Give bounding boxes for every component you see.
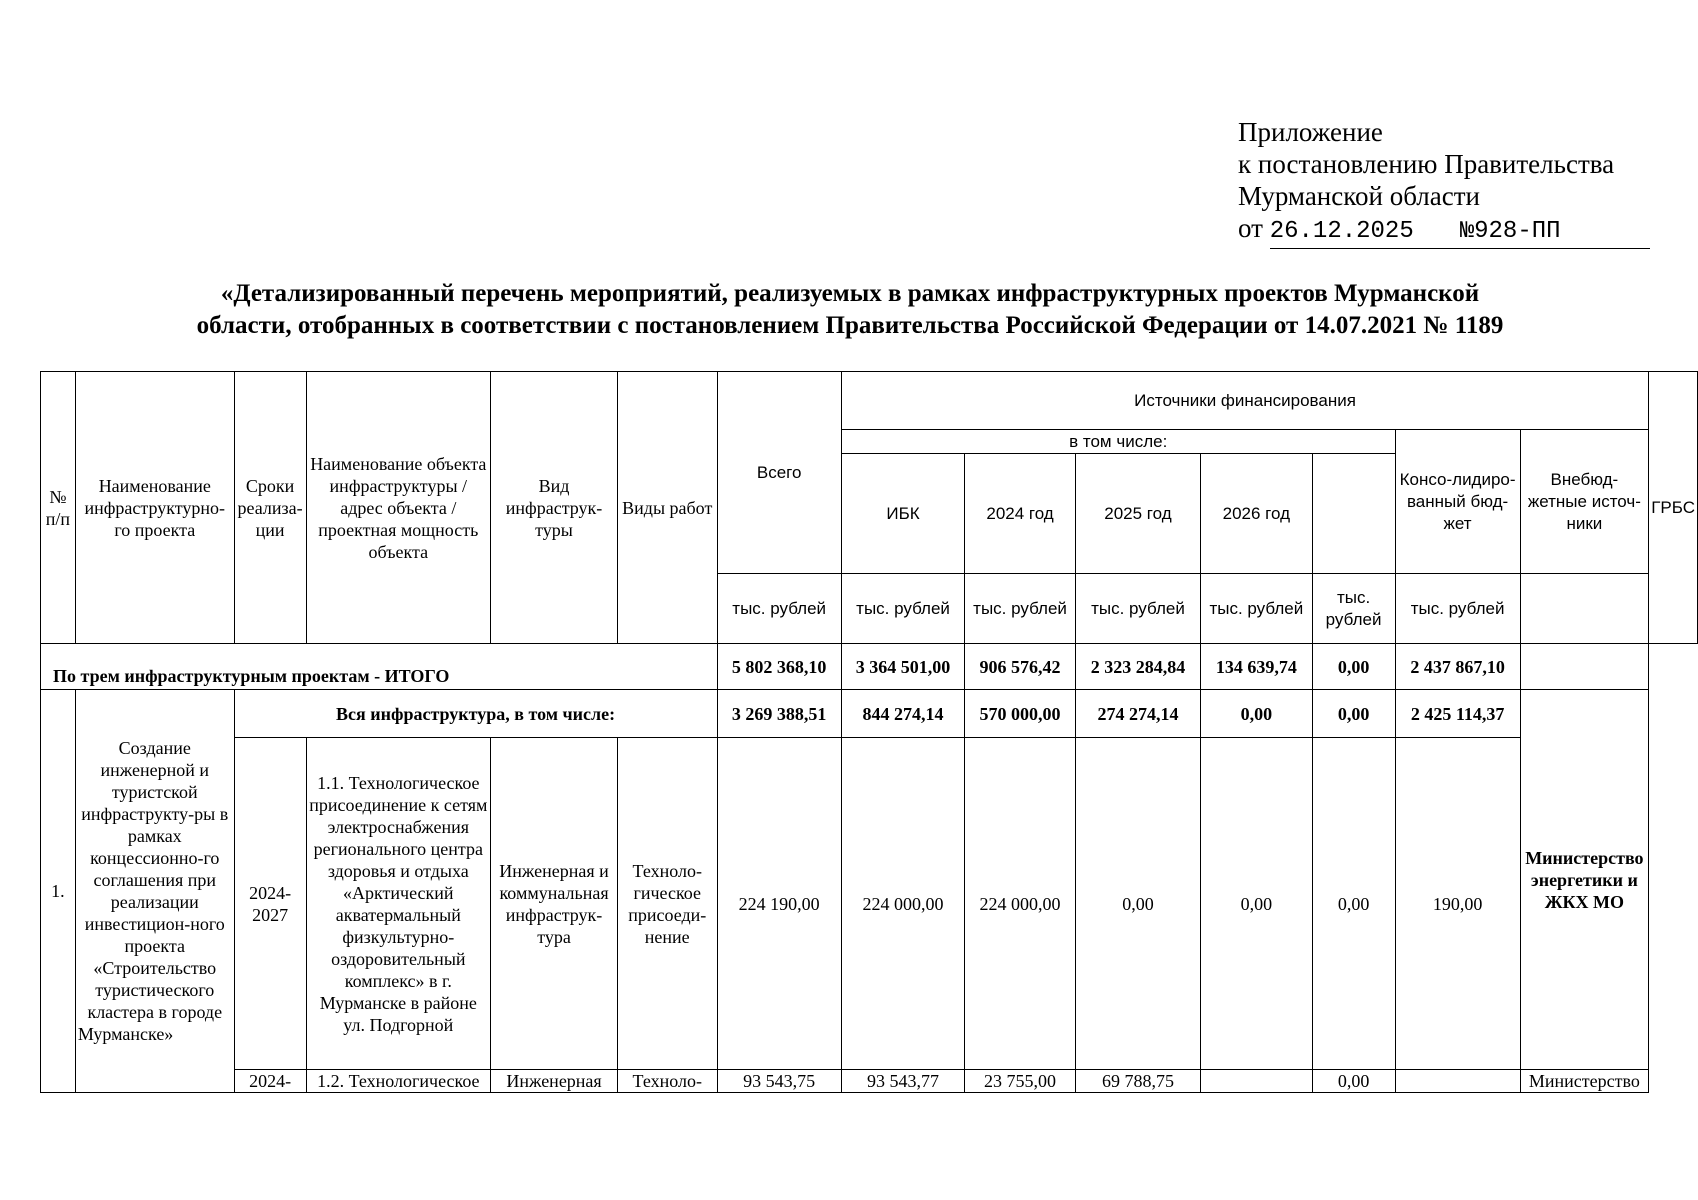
item1-consolidated: 0,00 <box>1312 738 1395 1070</box>
header-object-name: Наименование объекта инфраструктуры / адрес объекта / проектная мощность объекта <box>306 372 491 644</box>
item2-work-type: Техноло- <box>617 1070 717 1093</box>
project1-item2-row <box>41 1070 1698 1093</box>
item1-2026: 0,00 <box>1201 738 1312 1070</box>
header-extrabudget: Внебюд-жетные источ-ники <box>1520 430 1649 574</box>
project1-all-total: 3 269 388,51 <box>717 690 841 738</box>
total-row <box>41 644 1698 690</box>
project1-all-2024: 570 000,00 <box>965 690 1076 738</box>
project1-all-2025: 274 274,14 <box>1075 690 1200 738</box>
item2-2024: 23 755,00 <box>965 1070 1076 1093</box>
item2-grbs: Министерство <box>1520 1070 1649 1093</box>
project1-all-infra-label: Вся инфраструктура, в том числе: <box>234 690 717 738</box>
total-row-total: 5 802 368,10 <box>717 644 841 690</box>
total-row-label: По трем инфраструктурным проектам - ИТОГО <box>41 644 718 690</box>
header-consolidated: Консо-лидиро-ванный бюд-жет <box>1395 430 1520 574</box>
total-row-2026: 134 639,74 <box>1201 644 1312 690</box>
appendix-date-line <box>1238 212 1658 249</box>
item2-infra-type: Инженерная <box>491 1070 618 1093</box>
project1-all-consolidated: 0,00 <box>1312 690 1395 738</box>
item2-consolidated: 0,00 <box>1312 1070 1395 1093</box>
total-row-2025: 2 323 284,84 <box>1075 644 1200 690</box>
item2-ibk: 93 543,77 <box>841 1070 964 1093</box>
appendix-number: №928-ПП <box>1460 216 1650 249</box>
measures-table <box>40 371 1698 1093</box>
project1-all-2026: 0,00 <box>1201 690 1312 738</box>
document-title-line1: «Детализированный перечень мероприятий, реализуемых в рамках инфраструктурных проектов Мурманской <box>220 280 1480 307</box>
header-2026: 2026 год <box>1201 454 1312 574</box>
header-sources: Источники финансирования <box>841 372 1648 430</box>
item2-2026 <box>1201 1070 1312 1093</box>
total-row-ibk: 3 364 501,00 <box>841 644 964 690</box>
project1-all-infra-row <box>41 690 1698 738</box>
item2-total: 93 543,75 <box>717 1070 841 1093</box>
header-total: Всего <box>717 372 841 574</box>
item1-ibk: 224 000,00 <box>841 738 964 1070</box>
unit-consolidated: тыс. рублей <box>1312 574 1395 644</box>
header-infra-type: Вид инфраструк-туры <box>491 372 618 644</box>
item1-total: 224 190,00 <box>717 738 841 1070</box>
item2-2025: 69 788,75 <box>1075 1070 1200 1093</box>
item1-2025: 0,00 <box>1075 738 1200 1070</box>
header-work-types: Виды работ <box>617 372 717 644</box>
header-2024: 2024 год <box>965 454 1076 574</box>
document-title-line2: области, отобранных в соответствии с постановлением Правительства Российской Федерации от 14.07.2021 № 1189 <box>196 312 1504 339</box>
total-row-extrabudget: 2 437 867,10 <box>1395 644 1520 690</box>
header-num: № п/п <box>41 372 76 644</box>
appendix-block <box>1238 116 1658 249</box>
appendix-from-label: от <box>1238 213 1263 243</box>
total-row-grbs <box>1520 644 1649 690</box>
unit-ibk: тыс. рублей <box>841 574 964 644</box>
unit-2025: тыс. рублей <box>1075 574 1200 644</box>
unit-extrabudget: тыс. рублей <box>1395 574 1520 644</box>
item1-terms: 2024-2027 <box>234 738 306 1070</box>
total-row-consolidated: 0,00 <box>1312 644 1395 690</box>
project1-all-extrabudget: 2 425 114,37 <box>1395 690 1520 738</box>
appendix-line2: к постановлению Правительства <box>1238 149 1615 179</box>
appendix-date: 26.12.2025 <box>1270 216 1460 249</box>
item2-extrabudget <box>1395 1070 1520 1093</box>
document-title <box>60 278 1640 342</box>
item1-2024: 224 000,00 <box>965 738 1076 1070</box>
header-including: в том числе: <box>841 430 1395 454</box>
project1-name: Создание инженерной и туристской инфраструкту-ры в рамках концессионно-го соглашения при реализации инвестицион-ного проекта «Строительство туристического кластера в городе Мурманске» <box>75 690 234 1093</box>
project1-num: 1. <box>41 690 76 1093</box>
item1-extrabudget: 190,00 <box>1395 738 1520 1070</box>
item1-object: 1.1. Технологическое присоединение к сетям электроснабжения регионального центра здоровья и отдыха «Арктический акватермальный физкультурно-оздоровительный комплекс» в г. Мурманске в районе ул. Подгорной <box>306 738 491 1070</box>
appendix-line1: Приложение <box>1238 117 1383 147</box>
unit-total: тыс. рублей <box>717 574 841 644</box>
header-ibk: ИБК <box>841 454 964 574</box>
total-row-2024: 906 576,42 <box>965 644 1076 690</box>
item2-terms: 2024- <box>234 1070 306 1093</box>
project1-grbs: Министерство энергетики и ЖКХ МО <box>1520 690 1649 1070</box>
header-terms: Сроки реализа-ции <box>234 372 306 644</box>
appendix-line3: Мурманской области <box>1238 181 1480 211</box>
item1-work-type: Техноло-гическое присоеди-нение <box>617 738 717 1070</box>
header-project-name: Наименование инфраструктурно-го проекта <box>75 372 234 644</box>
unit-2024: тыс. рублей <box>965 574 1076 644</box>
item2-object: 1.2. Технологическое <box>306 1070 491 1093</box>
project1-all-ibk: 844 274,14 <box>841 690 964 738</box>
header-2025: 2025 год <box>1075 454 1200 574</box>
header-grbs: ГРБС <box>1649 372 1698 644</box>
item1-infra-type: Инженерная и коммунальная инфраструк-тура <box>491 738 618 1070</box>
project1-item1-row <box>41 738 1698 1070</box>
unit-2026: тыс. рублей <box>1201 574 1312 644</box>
